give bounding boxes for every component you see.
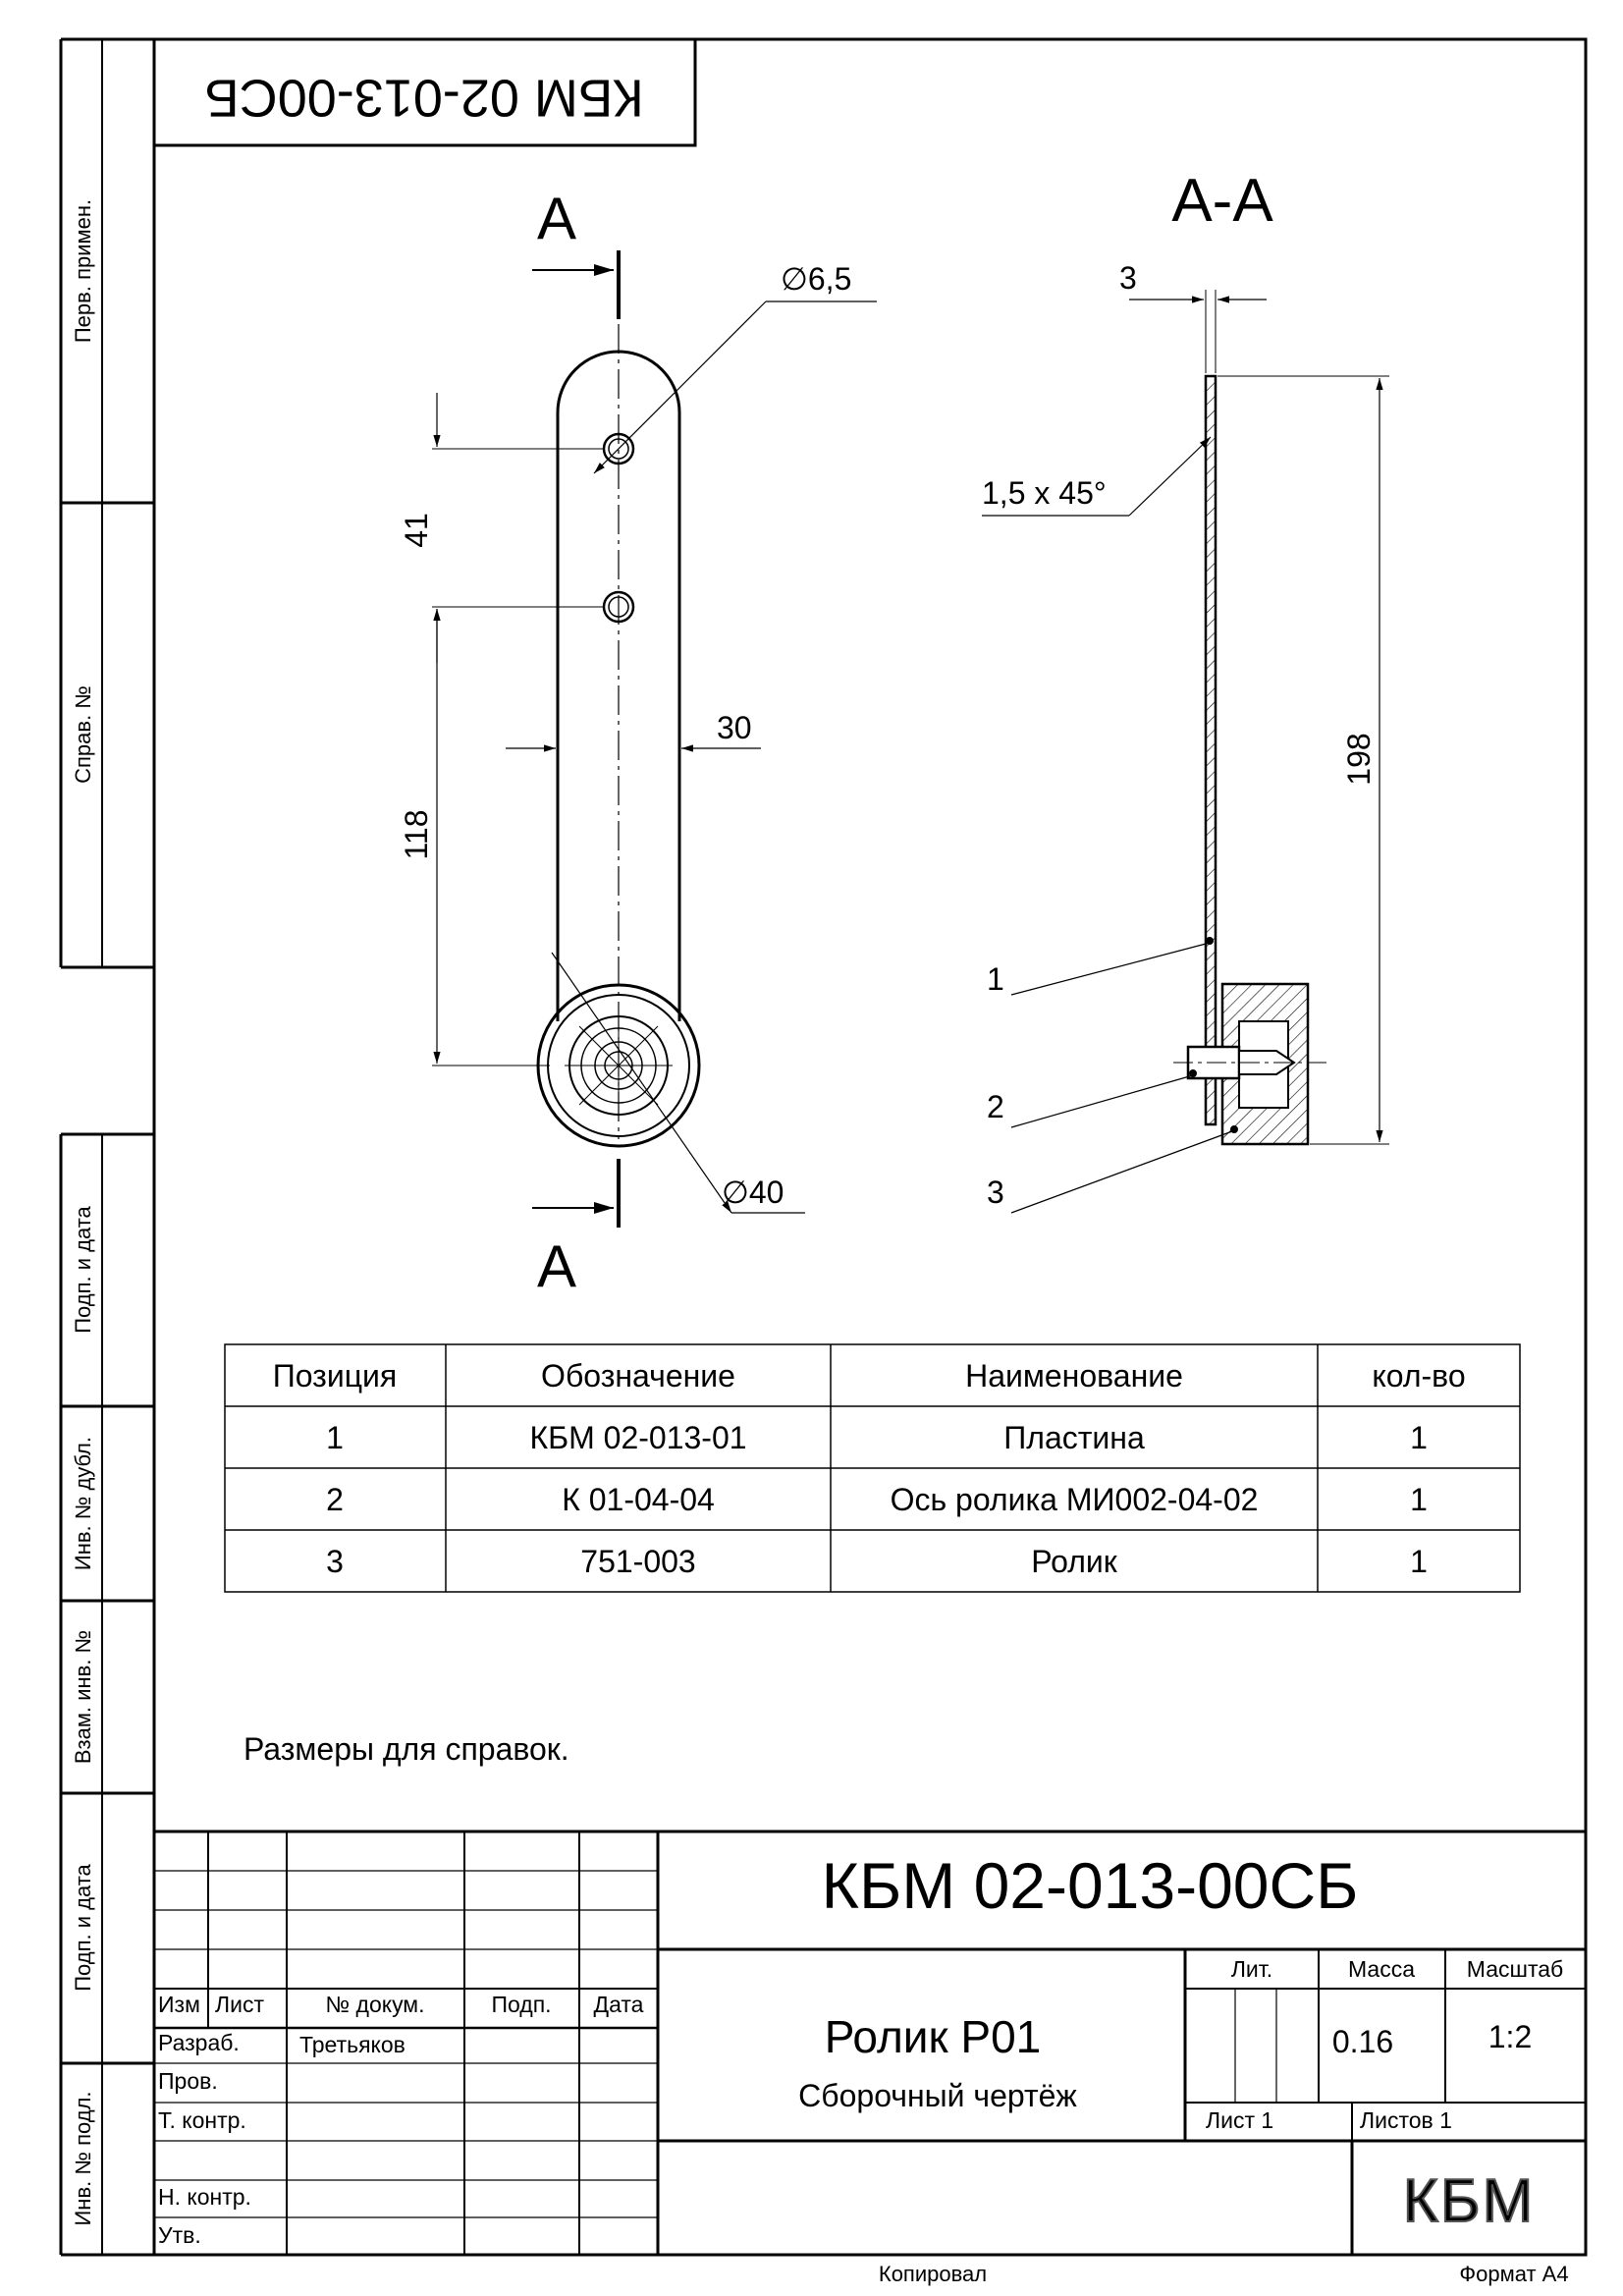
title-designation: КБМ 02-013-00СБ (821, 1849, 1359, 1922)
sheet-frame (61, 39, 1586, 2255)
footer-format: Формат А4 (1459, 2262, 1569, 2286)
table-cell: Пластина (1003, 1420, 1145, 1455)
callout-2: 2 (987, 1089, 1004, 1124)
title-doc-type: Сборочный чертёж (798, 2078, 1077, 2113)
tkontr-label: Т. контр. (158, 2107, 246, 2133)
nkontr-label: Н. контр. (158, 2184, 251, 2210)
scale-label: Масштаб (1466, 1956, 1564, 1982)
dim-thickness: 3 (1119, 260, 1137, 296)
mass-value: 0.16 (1331, 2024, 1394, 2059)
col-date: Дата (593, 1992, 644, 2017)
table-cell: 1 (1410, 1482, 1428, 1517)
table-cell: Ось ролика МИ002-04-02 (890, 1482, 1259, 1517)
razrab-label: Разраб. (158, 2030, 240, 2055)
side-label-inv-podl: Инв. № подл. (71, 2091, 95, 2226)
table-cell: 3 (326, 1544, 344, 1579)
table-header-designation: Обозначение (541, 1358, 735, 1394)
table-header-position: Позиция (272, 1358, 398, 1394)
table-cell: 1 (1410, 1420, 1428, 1455)
cut-letter-bottom: A (536, 1233, 577, 1299)
dim-hole-spacing: 41 (399, 513, 434, 548)
table-header-qty: кол-во (1372, 1358, 1466, 1394)
sheets-label: Листов 1 (1360, 2107, 1452, 2133)
front-view (432, 250, 877, 1228)
dim-roller-diameter: ∅40 (722, 1175, 784, 1210)
sheet-label: Лист 1 (1206, 2107, 1274, 2133)
razrab-name: Третьяков (299, 2032, 406, 2057)
parts-table (225, 1344, 1520, 1592)
table-cell: КБМ 02-013-01 (529, 1420, 747, 1455)
dim-chamfer: 1,5 x 45° (982, 475, 1107, 511)
side-label-podp2: Подп. и дата (71, 1864, 95, 1992)
cut-letter-top: A (536, 186, 577, 251)
callout-3: 3 (987, 1175, 1004, 1210)
section-view-labels (982, 167, 1377, 1210)
col-list: Лист (215, 1992, 264, 2017)
side-label-sprav: Справ. № (71, 685, 95, 784)
top-stamp-text: КБМ 02-013-00СБ (204, 68, 644, 128)
callout-1: 1 (987, 961, 1004, 997)
col-sign: Подп. (491, 1992, 552, 2017)
utv-label: Утв. (158, 2222, 201, 2248)
footer (879, 2262, 1569, 2286)
dim-width: 30 (717, 710, 752, 745)
dim-center-to-roller: 118 (399, 809, 434, 860)
note-text: Размеры для справок. (243, 1731, 569, 1767)
side-label-podp1: Подп. и дата (71, 1206, 95, 1334)
lit-label: Лит. (1230, 1956, 1273, 1982)
col-izm: Изм (158, 1992, 200, 2017)
table-cell: 751-003 (580, 1544, 696, 1579)
table-cell: 2 (326, 1482, 344, 1517)
side-label-inv-dubl: Инв. № дубл. (71, 1436, 95, 1571)
dim-total-length: 198 (1341, 733, 1377, 786)
side-label-vzam: Взам. инв. № (71, 1629, 95, 1765)
table-cell: 1 (326, 1420, 344, 1455)
scale-value: 1:2 (1488, 2019, 1533, 2054)
table-header-name: Наименование (965, 1358, 1183, 1394)
section-title: A-A (1171, 167, 1273, 235)
footer-copied: Копировал (878, 2262, 988, 2286)
table-cell: 1 (1410, 1544, 1428, 1579)
table-cell: К 01-04-04 (562, 1482, 715, 1517)
mass-label: Масса (1347, 1956, 1416, 1982)
section-view (982, 290, 1389, 1213)
prov-label: Пров. (158, 2068, 218, 2094)
col-docnum: № докум. (325, 1992, 425, 2017)
company-logo: КБМ (1402, 2167, 1536, 2235)
title-name: Ролик Р01 (824, 2011, 1042, 2062)
side-label-perv: Перв. примен. (71, 198, 95, 344)
dim-hole-diameter: ∅6,5 (781, 261, 852, 297)
top-stamp (154, 39, 695, 145)
table-cell: Ролик (1031, 1544, 1117, 1579)
